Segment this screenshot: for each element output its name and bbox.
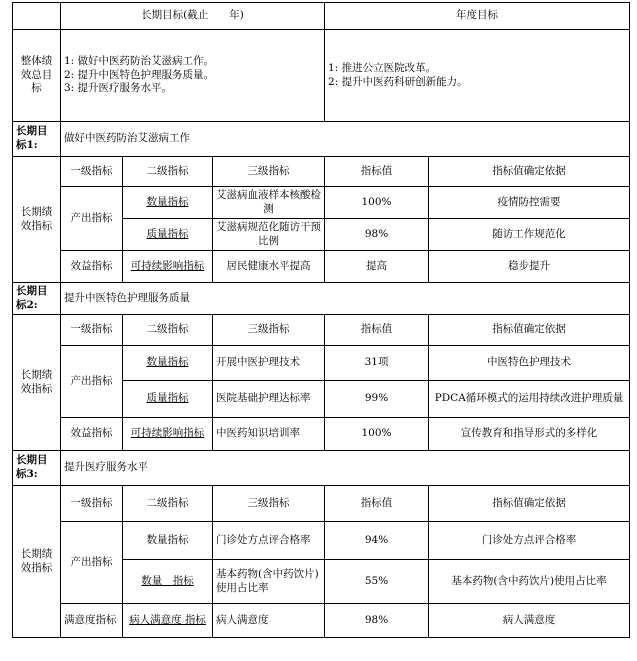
indicator-basis: 病人满意度 — [429, 604, 630, 638]
indicator-row-label: 长期绩效指标 — [13, 315, 61, 451]
level1-indicator: 效益指标 — [61, 251, 123, 283]
indicator-value: 100% — [325, 187, 429, 219]
indicator-value: 提高 — [325, 251, 429, 283]
col-header-basis: 指标值确定依据 — [429, 315, 630, 346]
annual-goal-header: 年度目标 — [325, 3, 630, 30]
level3-indicator: 基本药物(含中药饮片)使用占比率 — [213, 560, 325, 604]
indicator-basis: 稳步提升 — [429, 251, 630, 283]
col-header-level2: 二级指标 — [123, 315, 213, 346]
indicator-basis: 中医特色护理技术 — [429, 346, 630, 381]
indicator-value: 55% — [325, 560, 429, 604]
level2-indicator: 病人满意度 指标 — [123, 604, 213, 638]
level2-indicator: 数量 指标 — [123, 560, 213, 604]
indicator-row-label: 长期绩效指标 — [13, 486, 61, 638]
level3-indicator: 艾滋病血液样本核酸检测 — [213, 187, 325, 219]
overall-annual-goals — [325, 30, 630, 122]
indicator-basis: 随访工作规范化 — [429, 219, 630, 251]
col-header-level3: 三级指标 — [213, 157, 325, 187]
level1-indicator: 效益指标 — [61, 418, 123, 451]
goal-title: 做好中医药防治艾滋病工作 — [61, 122, 630, 157]
level3-indicator: 开展中医护理技术 — [213, 346, 325, 381]
goal-title: 提升医疗服务水平 — [61, 451, 630, 486]
indicator-basis: 疫情防控需要 — [429, 187, 630, 219]
col-header-level2: 二级指标 — [123, 157, 213, 187]
level1-indicator: 满意度指标 — [61, 604, 123, 638]
col-header-basis: 指标值确定依据 — [429, 486, 630, 522]
level3-indicator: 病人满意度 — [213, 604, 325, 638]
level2-indicator: 数量指标 — [123, 187, 213, 219]
col-header-level1: 一级指标 — [61, 157, 123, 187]
overall-annual-goal: 2: 提升中医药科研创新能力。 — [328, 75, 468, 88]
overall-long-goal: 2: 提升中医特色护理服务质量。 — [64, 68, 215, 81]
goal-label: 长期目标3: — [13, 451, 61, 486]
col-header-value: 指标值 — [325, 486, 429, 522]
col-header-level1: 一级指标 — [61, 486, 123, 522]
level1-indicator: 产出指标 — [61, 522, 123, 604]
level3-indicator: 门诊处方点评合格率 — [213, 522, 325, 560]
level2-indicator: 数量指标 — [123, 522, 213, 560]
level1-indicator: 产出指标 — [61, 187, 123, 251]
col-header-value: 指标值 — [325, 157, 429, 187]
level3-indicator: 中医药知识培训率 — [213, 418, 325, 451]
indicator-value: 98% — [325, 219, 429, 251]
overall-annual-goal: 1: 推进公立医院改革。 — [328, 61, 437, 74]
indicator-value: 31项 — [325, 346, 429, 381]
indicator-value: 99% — [325, 381, 429, 418]
col-header-level3: 三级指标 — [213, 486, 325, 522]
indicator-basis: PDCA循环模式的运用持续改进护理质量 — [429, 381, 630, 418]
level1-indicator: 产出指标 — [61, 346, 123, 418]
overall-long-goals — [61, 30, 325, 122]
col-header-basis: 指标值确定依据 — [429, 157, 630, 187]
level3-indicator: 医院基础护理达标率 — [213, 381, 325, 418]
performance-goal-table — [12, 2, 630, 638]
indicator-value: 98% — [325, 604, 429, 638]
level2-indicator: 可持续影响指标 — [123, 418, 213, 451]
col-header-value: 指标值 — [325, 315, 429, 346]
corner-cell — [13, 3, 61, 30]
indicator-basis: 宣传教育和指导形式的多样化 — [429, 418, 630, 451]
level2-indicator: 数量指标 — [123, 346, 213, 381]
overall-long-goal: 1: 做好中医药防治艾滋病工作。 — [64, 55, 215, 68]
indicator-basis: 门诊处方点评合格率 — [429, 522, 630, 560]
indicator-row-label: 长期绩效指标 — [13, 157, 61, 283]
goal-label: 长期目标2: — [13, 283, 61, 315]
indicator-value: 94% — [325, 522, 429, 560]
overall-long-goal: 3: 提升医疗服务水平。 — [64, 82, 173, 95]
level3-indicator: 艾滋病规范化随访干预比例 — [213, 219, 325, 251]
level2-indicator: 质量指标 — [123, 219, 213, 251]
goal-label: 长期目标1: — [13, 122, 61, 157]
long-term-goal-header: 长期目标(截止 年) — [61, 3, 325, 30]
level2-indicator: 可持续影响指标 — [123, 251, 213, 283]
level3-indicator: 居民健康水平提高 — [213, 251, 325, 283]
goal-title: 提升中医特色护理服务质量 — [61, 283, 630, 315]
indicator-basis: 基本药物(含中药饮片)使用占比率 — [429, 560, 630, 604]
col-header-level3: 三级指标 — [213, 315, 325, 346]
indicator-value: 100% — [325, 418, 429, 451]
level2-indicator: 质量指标 — [123, 381, 213, 418]
overall-goal-label: 整体绩效总目标 — [13, 30, 61, 122]
col-header-level2: 二级指标 — [123, 486, 213, 522]
col-header-level1: 一级指标 — [61, 315, 123, 346]
